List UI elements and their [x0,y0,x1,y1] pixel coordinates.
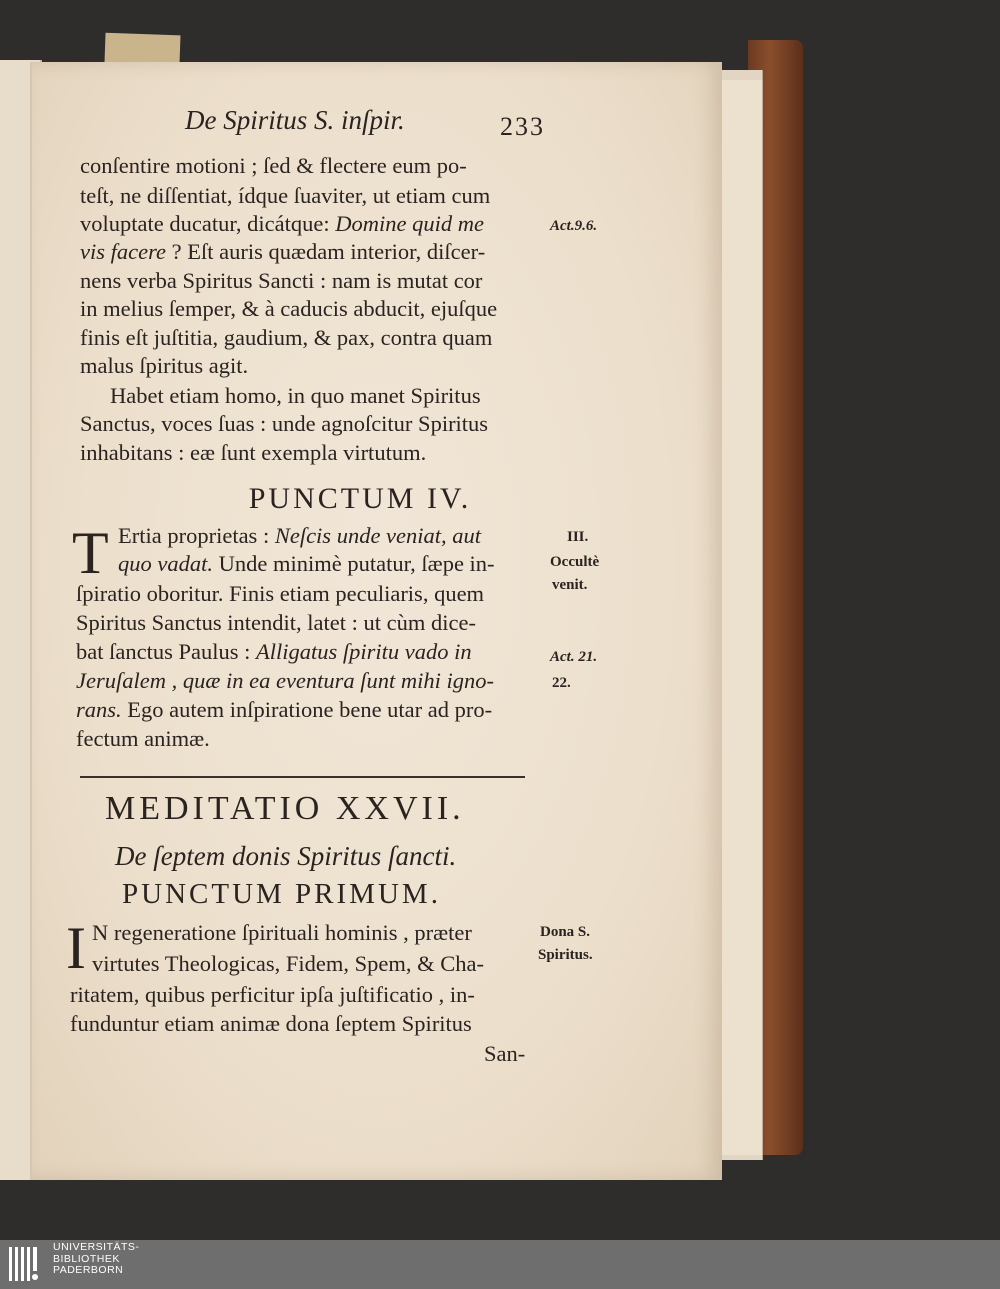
text-line: funduntur etiam animæ dona ſeptem Spiritus [70,1011,472,1036]
page-number: 233 [500,112,545,141]
divider [80,776,525,778]
footer-bar [0,1240,1000,1289]
margin-note: III. [567,529,589,545]
section-heading: PUNCTUM IV. [248,482,472,515]
drop-cap: I [66,915,86,981]
text-line: Ertia proprietas : Neſcis unde veniat, aut [118,523,482,548]
text-line: Spiritus Sanctus intendit, latet : ut cùm dice- [76,610,476,635]
margin-note: Act.9.6. [550,218,598,234]
text-line: conſentire motioni ; ſed & flectere eum po- [80,153,467,178]
text-line: nens verba Spiritus Sancti : nam is mutat cor [80,268,483,293]
italic-quote: Domine quid me [335,211,484,236]
margin-note: 22. [552,675,571,691]
margin-note: Spiritus. [538,947,593,963]
margin-note: Act. 21. [550,649,598,665]
text-line: rans. Ego autem inſpiratione bene utar ad pro- [76,697,493,722]
drop-cap: T [72,520,109,586]
library-name: UNIVERSITÄTS- BIBLIOTHEK PADERBORN [53,1241,140,1276]
italic-quote: vis facere [80,239,167,264]
catchword: San- [484,1041,526,1066]
text-line: virtutes Theologicas, Fidem, Spem, & Cha- [92,951,485,976]
text-line: ſpiratio oboritur. Finis etiam peculiaris, quem [76,581,485,606]
paper-tab [104,33,180,66]
text-line: teſt, ne diſſentiat, ídque ſuaviter, ut etiam cum [80,183,491,208]
text-line: Sanctus, voces ſuas : unde agnoſcitur Spiritus [80,411,489,436]
text-line: vis facere ? Eſt auris quædam interior, diſcer- [80,239,486,264]
text-line: Habet etiam homo, in quo manet Spiritus [110,383,481,408]
text-line: fectum animæ. [76,726,210,751]
text-line: bat ſanctus Paulus : Alligatus ſpiritu vado in [76,639,472,664]
text-line: N regeneratione ſpirituali hominis , præter [92,920,472,945]
text-line: in melius ſemper, & à caducis abducit, ejuſque [80,296,498,321]
margin-note: Dona S. [540,924,591,940]
text-line: voluptate ducatur, dicátque: Domine quid me [80,211,484,236]
section-heading: PUNCTUM PRIMUM. [122,878,441,910]
margin-note: Occultè [550,554,600,570]
meditation-title: MEDITATIO XXVII. [105,790,465,827]
running-title: De Spiritus S. inſpir. [185,105,405,135]
text-line: Jeruſalem , quæ in ea eventura ſunt mihi igno- [76,668,495,693]
text-line: finis eſt juſtitia, gaudium, & pax, contra quam [80,325,493,350]
text-line: ritatem, quibus perficitur ipſa juſtificatio , in- [70,982,475,1007]
library-logo-icon [8,1244,48,1284]
text-line: quo vadat. Unde minimè putatur, ſæpe in- [118,551,495,576]
meditation-subtitle: De ſeptem donis Spiritus ſancti. [115,841,457,871]
text-line: inhabitans : eæ ſunt exempla virtutum. [80,440,427,465]
text-line: malus ſpiritus agit. [80,353,249,378]
margin-note: venit. [552,577,588,593]
